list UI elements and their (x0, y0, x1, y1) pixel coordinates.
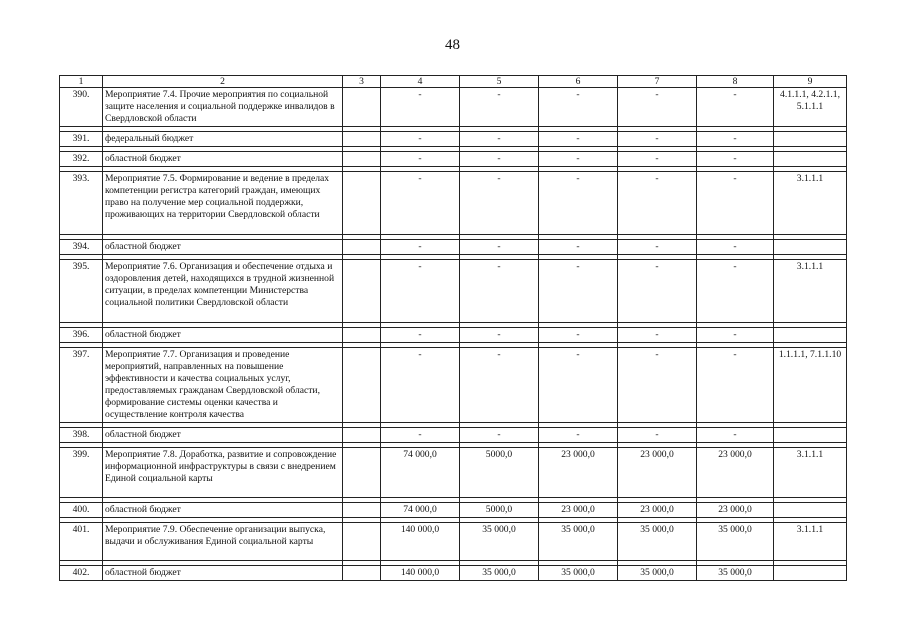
table-cell-7: - (618, 348, 697, 423)
table-cell-5: - (460, 152, 539, 167)
table-cell-8: - (697, 152, 774, 167)
table-cell-8: 35 000,0 (697, 523, 774, 561)
table-cell-2: Мероприятие 7.8. Доработка, развитие и сопровождение информационной инфраструктуры в связи с внедрением Единой социальной карты (103, 448, 343, 498)
table-cell-6: - (539, 260, 618, 323)
table-cell-4: 140 000,0 (381, 523, 460, 561)
table-cell-9: 3.1.1.1 (774, 172, 847, 235)
table-row (60, 152, 847, 167)
table-row (60, 328, 847, 343)
table-cell-9: 4.1.1.1, 4.2.1.1, 5.1.1.1 (774, 88, 847, 127)
table-cell-3 (343, 448, 381, 498)
table-cell-3 (343, 503, 381, 518)
table-cell-5: 5000,0 (460, 448, 539, 498)
table-cell-5: - (460, 88, 539, 127)
table-cell-4: - (381, 348, 460, 423)
table-cell-6: 23 000,0 (539, 448, 618, 498)
table-cell-6: - (539, 152, 618, 167)
table-cell-8: 23 000,0 (697, 448, 774, 498)
table-cell-6: - (539, 240, 618, 255)
table-row (60, 503, 847, 518)
table-row (60, 88, 847, 127)
table-cell-8: - (697, 328, 774, 343)
table-cell-3 (343, 523, 381, 561)
table-cell-1: 390. (60, 88, 103, 127)
table-cell-6: - (539, 132, 618, 147)
table-cell-4: - (381, 328, 460, 343)
table-cell-1: 401. (60, 523, 103, 561)
table-cell-4: 74 000,0 (381, 448, 460, 498)
table-cell-8: - (697, 240, 774, 255)
table-row (60, 240, 847, 255)
column-header: 9 (774, 76, 847, 88)
table-cell-4: - (381, 260, 460, 323)
table-cell-1: 396. (60, 328, 103, 343)
table-cell-2: Мероприятие 7.5. Формирование и ведение в пределах компетенции регистра категорий граждан, имеющих право на получение мер социальной поддержки, проживающих на территории Свердловской области (103, 172, 343, 235)
table-cell-2: Мероприятие 7.9. Обеспечение организации выпуска, выдачи и обслуживания Единой социальной карты (103, 523, 343, 561)
table-cell-9 (774, 132, 847, 147)
table-cell-3 (343, 260, 381, 323)
table-cell-5: - (460, 132, 539, 147)
table-body (60, 88, 847, 581)
table-cell-2: областной бюджет (103, 328, 343, 343)
table-cell-5: - (460, 240, 539, 255)
table-cell-6: - (539, 172, 618, 235)
table-cell-5: 35 000,0 (460, 523, 539, 561)
table-cell-6: - (539, 88, 618, 127)
column-header: 1 (60, 76, 103, 88)
table-cell-1: 391. (60, 132, 103, 147)
table-cell-3 (343, 152, 381, 167)
table-cell-4: - (381, 132, 460, 147)
table-cell-5: 5000,0 (460, 503, 539, 518)
table-cell-5: - (460, 428, 539, 443)
column-header: 7 (618, 76, 697, 88)
table-cell-4: - (381, 428, 460, 443)
table-cell-9: 3.1.1.1 (774, 448, 847, 498)
table-cell-4: - (381, 88, 460, 127)
table-cell-5: - (460, 328, 539, 343)
table-cell-1: 392. (60, 152, 103, 167)
table-cell-9: 3.1.1.1 (774, 523, 847, 561)
table-cell-3 (343, 132, 381, 147)
column-header: 6 (539, 76, 618, 88)
table-cell-9 (774, 152, 847, 167)
table-cell-9 (774, 566, 847, 581)
table-cell-1: 397. (60, 348, 103, 423)
table-cell-6: 35 000,0 (539, 523, 618, 561)
table-cell-7: 35 000,0 (618, 523, 697, 561)
table-cell-9 (774, 428, 847, 443)
table-cell-4: - (381, 240, 460, 255)
table-cell-2: федеральный бюджет (103, 132, 343, 147)
table-header-row (60, 76, 847, 88)
table-cell-7: - (618, 88, 697, 127)
table-cell-7: - (618, 132, 697, 147)
table-cell-4: - (381, 152, 460, 167)
table-cell-6: - (539, 328, 618, 343)
table-cell-8: - (697, 428, 774, 443)
table-cell-2: областной бюджет (103, 428, 343, 443)
table-cell-7: - (618, 172, 697, 235)
table-cell-5: 35 000,0 (460, 566, 539, 581)
table-cell-6: - (539, 348, 618, 423)
table-cell-5: - (460, 172, 539, 235)
table-cell-2: областной бюджет (103, 240, 343, 255)
table-cell-3 (343, 172, 381, 235)
table-cell-3 (343, 348, 381, 423)
table-cell-7: 23 000,0 (618, 503, 697, 518)
table-cell-9 (774, 503, 847, 518)
table-row (60, 448, 847, 498)
table-row (60, 172, 847, 235)
table-cell-8: - (697, 172, 774, 235)
table-cell-8: - (697, 132, 774, 147)
table-cell-9: 1.1.1.1, 7.1.1.10 (774, 348, 847, 423)
table-cell-4: - (381, 172, 460, 235)
table-cell-3 (343, 88, 381, 127)
table-cell-2: Мероприятие 7.7. Организация и проведение мероприятий, направленных на повышение эффективности и качества социальных услуг, предоставляемых гражданам Свердловской области, формирование системы оценки качества и осуществление контроля качества (103, 348, 343, 423)
table-row (60, 260, 847, 323)
table-cell-3 (343, 328, 381, 343)
table-cell-1: 399. (60, 448, 103, 498)
table-cell-2: Мероприятие 7.6. Организация и обеспечение отдыха и оздоровления детей, находящихся в трудной жизненной ситуации, в пределах компетенции Министерства социальной политики Свердловской области (103, 260, 343, 323)
table-cell-3 (343, 566, 381, 581)
column-header: 2 (103, 76, 343, 88)
table-row (60, 348, 847, 423)
table-cell-8: - (697, 260, 774, 323)
table-cell-1: 395. (60, 260, 103, 323)
table-cell-1: 393. (60, 172, 103, 235)
table-row (60, 132, 847, 147)
table-cell-6: - (539, 428, 618, 443)
column-header: 4 (381, 76, 460, 88)
table-cell-7: - (618, 152, 697, 167)
table-cell-2: Мероприятие 7.4. Прочие мероприятия по социальной защите населения и социальной поддержке инвалидов в Свердловской области (103, 88, 343, 127)
table-cell-1: 402. (60, 566, 103, 581)
table-cell-7: - (618, 328, 697, 343)
table-cell-8: 23 000,0 (697, 503, 774, 518)
table-cell-9 (774, 328, 847, 343)
column-header: 3 (343, 76, 381, 88)
table-cell-2: областной бюджет (103, 503, 343, 518)
table-cell-1: 398. (60, 428, 103, 443)
table-cell-7: - (618, 428, 697, 443)
table-cell-1: 394. (60, 240, 103, 255)
table-row (60, 523, 847, 561)
table-cell-3 (343, 428, 381, 443)
table-cell-8: - (697, 88, 774, 127)
table-cell-7: - (618, 240, 697, 255)
budget-table (59, 75, 847, 581)
column-header: 5 (460, 76, 539, 88)
table-row (60, 566, 847, 581)
table-cell-9 (774, 240, 847, 255)
page-number: 48 (445, 37, 460, 53)
table-cell-8: - (697, 348, 774, 423)
table-cell-5: - (460, 260, 539, 323)
table-cell-9: 3.1.1.1 (774, 260, 847, 323)
table-row (60, 428, 847, 443)
column-header: 8 (697, 76, 774, 88)
table-cell-1: 400. (60, 503, 103, 518)
table-cell-8: 35 000,0 (697, 566, 774, 581)
table-cell-2: областной бюджет (103, 566, 343, 581)
table-cell-7: 23 000,0 (618, 448, 697, 498)
table-cell-4: 74 000,0 (381, 503, 460, 518)
table-cell-4: 140 000,0 (381, 566, 460, 581)
table-cell-7: - (618, 260, 697, 323)
table-cell-6: 35 000,0 (539, 566, 618, 581)
table-cell-6: 23 000,0 (539, 503, 618, 518)
table-cell-3 (343, 240, 381, 255)
table-cell-5: - (460, 348, 539, 423)
table-cell-7: 35 000,0 (618, 566, 697, 581)
table-cell-2: областной бюджет (103, 152, 343, 167)
